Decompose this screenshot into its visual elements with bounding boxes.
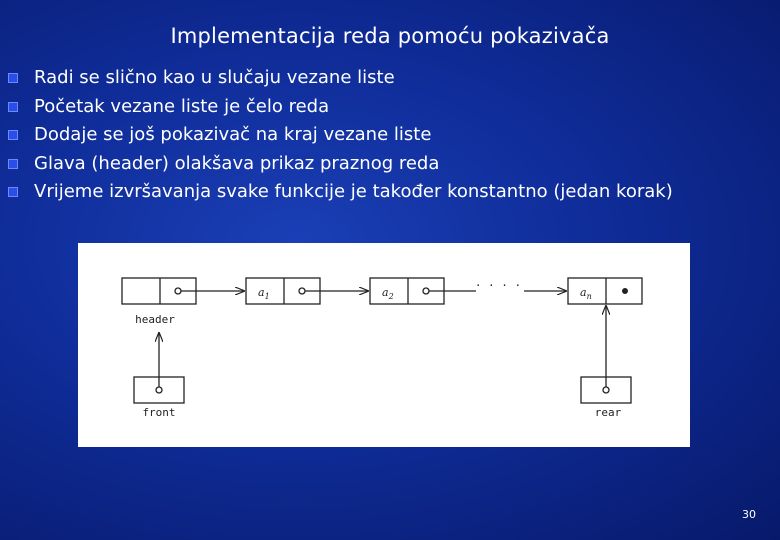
- node-label-a1: $a_1$: [258, 286, 270, 301]
- front-label: front: [142, 406, 176, 419]
- bullet-item: [8, 178, 673, 207]
- pointer-dot: [603, 387, 609, 393]
- pointer-dot: [175, 288, 181, 294]
- bullet-text: Početak vezane liste je čelo reda: [34, 95, 330, 117]
- queue-diagram: [78, 243, 690, 447]
- queue-diagram-svg: [78, 243, 690, 447]
- bullet-marker: [8, 159, 18, 169]
- node-label-a2: $a_2$: [382, 286, 394, 301]
- bullet-marker: [8, 102, 18, 112]
- bullet-text: Vrijeme izvršavanja svake funkcije je također konstantno (jedan korak): [34, 181, 673, 202]
- pointer-dot: [423, 288, 429, 294]
- header-label: header: [135, 313, 175, 326]
- bullet-item: [8, 64, 673, 93]
- bullet-item: [8, 93, 673, 122]
- page-number: 30: [742, 508, 756, 521]
- pointer-dot: [299, 288, 305, 294]
- null-pointer-dot: [622, 288, 628, 294]
- bullet-list: [8, 64, 673, 207]
- pointer-dot: [156, 387, 162, 393]
- bullet-text: Dodaje se još pokazivač na kraj vezane liste: [34, 124, 432, 145]
- bullet-item: [8, 121, 673, 150]
- bullet-marker: [8, 130, 18, 140]
- bullet-item: [8, 150, 673, 179]
- bullet-text: Radi se slično kao u slučaju vezane liste: [34, 67, 395, 88]
- rear-label: rear: [594, 406, 622, 419]
- ellipsis-label: · · · ·: [474, 279, 522, 292]
- bullet-text: Glava (header) olakšava prikaz praznog reda: [34, 152, 440, 174]
- node-label-an: $a_n$: [580, 286, 592, 301]
- slide-title: Implementacija reda pomoću pokazivača: [170, 24, 610, 48]
- bullet-marker: [8, 187, 18, 197]
- bullet-marker: [8, 73, 18, 83]
